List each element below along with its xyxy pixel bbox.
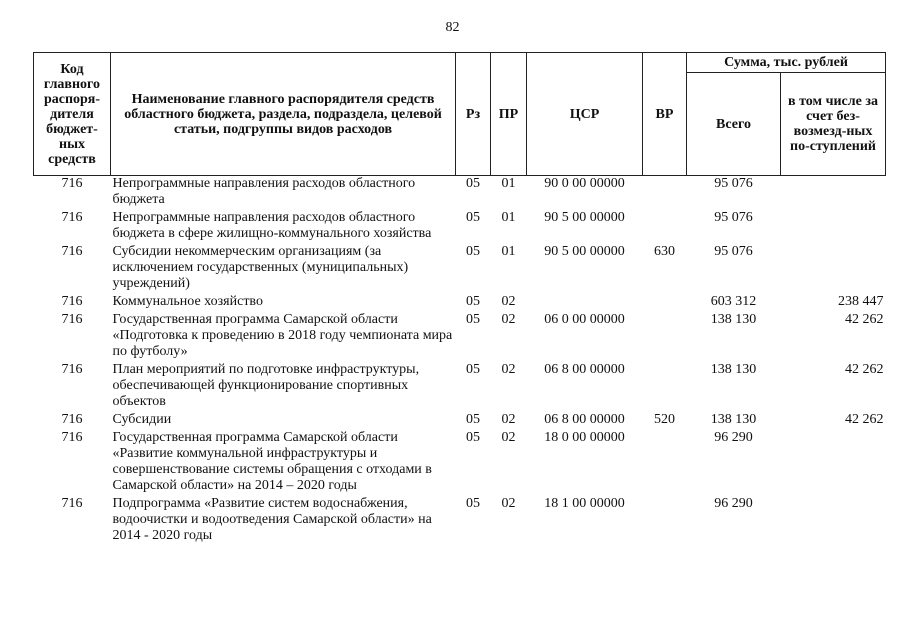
cell-code: 716 [61,244,83,259]
cell-grant [781,496,886,546]
header-total: Всего [687,73,781,176]
cell-csr: 18 1 00 00000 [544,496,625,511]
cell-code: 716 [61,412,83,427]
cell-pr: 01 [501,176,516,191]
table-row [34,312,886,362]
cell-pr: 01 [501,244,516,259]
cell-csr: 06 8 00 00000 [544,362,625,377]
header-csr: ЦСР [527,53,643,176]
cell-grant [781,430,886,496]
header-rz: Рз [456,53,491,176]
cell-name: Подпрограмма «Развитие систем водоснабжения, водоочистки и водоотведения Самарской области» на 2014 - 2020 годы [112,496,432,543]
table-row [34,496,886,546]
cell-pr: 02 [501,430,516,445]
cell-name: Коммунальное хозяйство [112,294,263,309]
cell-total: 138 130 [710,362,757,377]
cell-csr: 18 0 00 00000 [544,430,625,445]
cell-code: 716 [61,210,83,225]
header-row-top [34,53,886,73]
cell-total: 138 130 [710,312,757,327]
cell-total: 96 290 [714,496,753,511]
cell-grant: 238 447 [838,294,884,309]
cell-csr: 90 5 00 00000 [544,210,625,225]
cell-vr: 520 [654,412,675,427]
cell-vr [643,312,687,362]
cell-vr [643,496,687,546]
cell-pr: 02 [501,412,516,427]
cell-code: 716 [61,312,83,327]
cell-grant [781,210,886,244]
header-sum: Сумма, тыс. рублей [687,53,886,73]
cell-csr: 90 5 00 00000 [544,244,625,259]
cell-pr: 02 [501,362,516,377]
header-name: Наименование главного распорядителя средств областного бюджета, раздела, подраздела, целевой статьи, подгруппы видов расходов [111,53,456,176]
cell-name: Непрограммные направления расходов областного бюджета [112,176,416,207]
table-row [34,412,886,430]
cell-pr: 02 [501,294,516,309]
cell-total: 95 076 [714,176,753,191]
header-pr: ПР [491,53,527,176]
cell-vr [643,210,687,244]
budget-table [33,52,886,546]
cell-vr [643,176,687,211]
cell-rz: 05 [466,430,480,445]
cell-name: Государственная программа Самарской области «Развитие коммунальной инфраструктуры и совершенствование системы обращения с отходами в Самарской области» на 2014 – 2020 годы [112,430,432,493]
cell-vr [643,294,687,312]
cell-code: 716 [61,176,83,191]
cell-rz: 05 [466,244,480,259]
cell-rz: 05 [466,294,480,309]
cell-code: 716 [61,294,83,309]
table-body [34,176,886,547]
cell-csr [527,294,643,312]
cell-rz: 05 [466,362,480,377]
cell-grant [781,244,886,294]
table-row [34,176,886,211]
cell-csr: 06 8 00 00000 [544,412,625,427]
cell-name: Государственная программа Самарской области «Подготовка к проведению в 2018 году чемпионата мира по футболу» [112,312,453,359]
cell-rz: 05 [466,312,480,327]
cell-name: Непрограммные направления расходов областного бюджета в сфере жилищно-коммунального хозяйства [112,210,432,241]
cell-vr [643,362,687,412]
cell-name: Субсидии [112,412,172,427]
table-row [34,294,886,312]
table-row [34,430,886,496]
cell-vr: 630 [654,244,675,259]
cell-grant [781,176,886,211]
cell-csr: 06 0 00 00000 [544,312,625,327]
header-grant: в том числе за счет без-возмезд-ных по-ступлений [781,73,886,176]
cell-rz: 05 [466,210,480,225]
cell-total: 603 312 [710,294,757,309]
page-number: 82 [445,20,460,35]
cell-grant: 42 262 [845,312,884,327]
cell-code: 716 [61,430,83,445]
table-row [34,244,886,294]
header-vr: ВР [643,53,687,176]
cell-code: 716 [61,496,83,511]
table-row [34,210,886,244]
table-row [34,362,886,412]
cell-total: 95 076 [714,244,753,259]
cell-grant: 42 262 [845,412,884,427]
cell-rz: 05 [466,496,480,511]
cell-pr: 02 [501,312,516,327]
cell-total: 138 130 [710,412,757,427]
cell-name: Субсидии некоммерческим организациям (за исключением государственных (муниципальных) учреждений) [112,244,409,291]
cell-total: 96 290 [714,430,753,445]
header-code: Код главного распоря-дителя бюджет-ных средств [34,53,111,176]
cell-pr: 02 [501,496,516,511]
cell-code: 716 [61,362,83,377]
cell-pr: 01 [501,210,516,225]
cell-csr: 90 0 00 00000 [544,176,625,191]
cell-grant: 42 262 [845,362,884,377]
cell-total: 95 076 [714,210,753,225]
cell-name: План мероприятий по подготовке инфраструктуры, обеспечивающей функционирование спортивных объектов [112,362,420,409]
cell-rz: 05 [466,412,480,427]
cell-rz: 05 [466,176,480,191]
cell-vr [643,430,687,496]
